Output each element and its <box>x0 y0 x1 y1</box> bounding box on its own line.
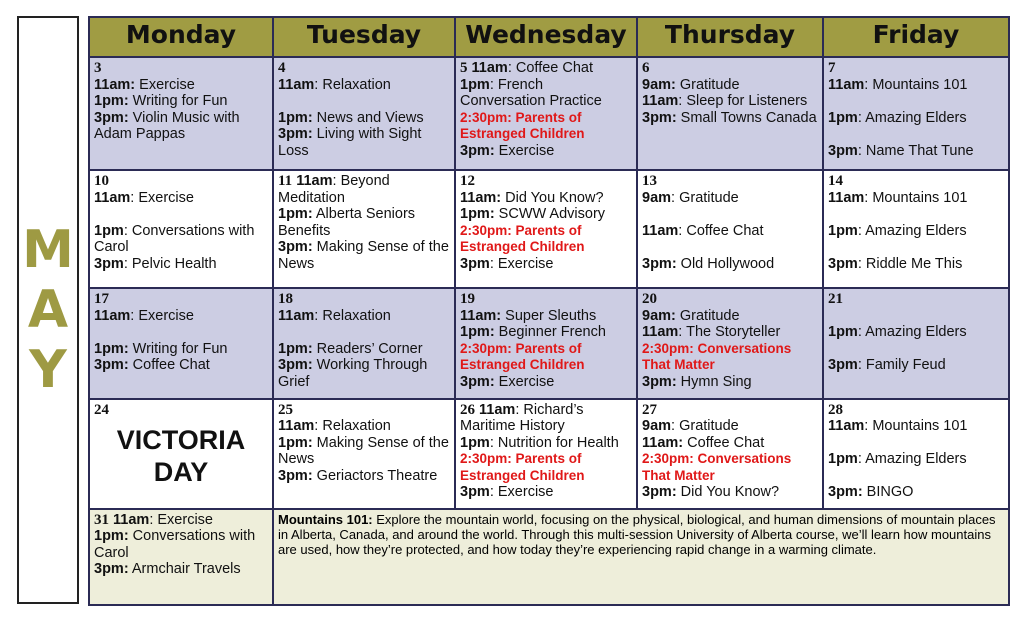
event-line <box>828 126 1004 143</box>
month-label <box>17 16 79 604</box>
event-title: Gratitude <box>675 307 740 324</box>
date-line <box>828 402 1004 419</box>
date-line <box>828 60 1004 77</box>
event-line <box>94 561 268 578</box>
event-line <box>460 77 632 110</box>
event-time: 11am: <box>642 434 684 451</box>
event-time: 1pm <box>828 109 858 126</box>
event-title: Alberta Seniors Benefits <box>278 206 416 239</box>
week-row <box>89 170 1009 288</box>
event-title: : Nutrition for Health <box>489 434 619 451</box>
event-title: : Pelvic Health <box>123 255 217 272</box>
event-time: 3pm <box>94 255 124 272</box>
event-title: : Beyond Meditation <box>278 173 390 206</box>
day-cell <box>273 288 455 398</box>
date-number: 27 <box>642 401 657 418</box>
event-time: 11am <box>828 76 865 93</box>
event-line <box>460 451 632 484</box>
course-description-text: Explore the mountain world, focusing on the physical, biological, and human dimensions of mountain places in Alberta, Canada, and around the world. Through this multi-session University of Alberta course, we’ll learn how mountains are used, how they’re protected, and how today they’re experiencing rapid change in a warming climate. <box>278 511 996 557</box>
event-title: : Relaxation <box>314 76 391 93</box>
week-row <box>89 399 1009 509</box>
event-title: : Gratitude <box>671 418 739 435</box>
day-cell <box>455 288 637 398</box>
day-cell <box>637 399 823 509</box>
event-line <box>828 256 1004 273</box>
event-time: 3pm: <box>94 109 129 126</box>
event-line <box>828 110 1004 127</box>
event-title: Did You Know? <box>501 189 604 206</box>
event-line <box>460 143 632 160</box>
event-line <box>278 93 450 110</box>
event-title: Armchair Travels <box>128 561 241 578</box>
event-time: 1pm: <box>278 434 313 451</box>
date-line <box>94 512 268 529</box>
event-title: Exercise <box>494 142 555 159</box>
event-title: Coffee Chat <box>683 434 765 451</box>
event-title: Exercise <box>494 373 555 390</box>
event-title: Working Through Grief <box>278 357 428 390</box>
event-title: Gratitude <box>675 76 740 93</box>
month-letter: A <box>27 280 69 340</box>
date-number: 3 <box>94 60 102 76</box>
day-cell <box>823 399 1009 509</box>
event-line <box>460 435 632 452</box>
event-title: Small Towns Canada <box>676 109 817 126</box>
event-time: 11am <box>278 76 315 93</box>
event-title: : Exercise <box>489 255 554 272</box>
event-title: Super Sleuths <box>501 307 597 324</box>
event-time: 3pm: <box>642 255 677 272</box>
date-number: 6 <box>642 60 650 76</box>
event-title: Living with Sight Loss <box>278 126 422 159</box>
event-title: : Mountains 101 <box>864 418 968 435</box>
event-title: : Relaxation <box>314 418 391 435</box>
event-title: Hymn Sing <box>676 373 752 390</box>
event-time: 3pm: <box>828 484 863 501</box>
event-line <box>94 341 268 358</box>
event-line <box>460 256 632 273</box>
event-line <box>828 435 1004 452</box>
event-title: : Amazing Elders <box>857 451 967 468</box>
event-line <box>642 239 818 256</box>
event-time: 1pm <box>828 222 858 239</box>
event-title: Old Hollywood <box>676 255 775 272</box>
event-line <box>828 418 1004 435</box>
event-line <box>642 223 818 240</box>
event-line <box>642 451 818 484</box>
event-line <box>460 110 632 143</box>
event-line <box>642 374 818 391</box>
event-highlight: 2:30pm: Parents of Estranged Children <box>460 451 585 483</box>
event-time: 9am: <box>642 307 676 324</box>
date-number: 28 <box>828 401 843 418</box>
event-title: BINGO <box>862 484 914 501</box>
event-title: : Amazing Elders <box>857 222 967 239</box>
event-line <box>94 190 268 207</box>
event-time: 11am <box>467 60 508 76</box>
event-time: 3pm: <box>278 239 313 256</box>
date-number: 4 <box>278 60 286 76</box>
date-number: 26 <box>460 401 475 418</box>
event-title: : Amazing Elders <box>857 109 967 126</box>
event-title: Conversations with Carol <box>94 528 256 561</box>
event-line <box>642 484 818 501</box>
date-line <box>460 291 632 308</box>
event-title: : Relaxation <box>314 307 391 324</box>
event-time: 3pm <box>828 357 858 374</box>
event-time: 11am <box>292 173 333 190</box>
day-cell <box>637 170 823 288</box>
event-line <box>642 77 818 94</box>
event-line <box>278 435 450 468</box>
event-line <box>828 451 1004 468</box>
day-cell <box>273 399 455 509</box>
event-title: : Exercise <box>130 307 194 324</box>
event-line <box>642 206 818 223</box>
event-highlight: 2:30pm: Parents of Estranged Children <box>460 340 585 373</box>
event-time: 1pm: <box>460 206 495 223</box>
event-time: 1pm <box>828 451 858 468</box>
event-line <box>94 110 268 143</box>
event-title: : French Conversation Practice <box>460 76 602 109</box>
event-line <box>460 206 632 223</box>
event-line <box>828 206 1004 223</box>
event-title: : Riddle Me This <box>857 255 963 272</box>
event-time: 1pm: <box>278 109 313 126</box>
event-line <box>642 308 818 325</box>
event-title: Geriactors Theatre <box>312 467 438 484</box>
event-line <box>278 110 450 127</box>
day-header-friday: Friday <box>823 17 1009 57</box>
event-time: 11am <box>475 401 516 418</box>
event-time: 1pm <box>460 434 490 451</box>
event-title: : Sleep for Listeners <box>678 93 808 109</box>
event-line <box>828 143 1004 160</box>
date-line <box>460 60 632 77</box>
event-time: 3pm: <box>278 357 313 374</box>
month-letter: Y <box>29 340 67 400</box>
event-title: : Exercise <box>130 189 194 206</box>
event-title: : Mountains 101 <box>864 189 968 206</box>
day-cell <box>89 399 273 509</box>
event-time: 11am: <box>460 189 502 206</box>
event-time: 1pm <box>94 222 124 239</box>
event-time: 3pm: <box>642 484 677 501</box>
day-header-thursday: Thursday <box>637 17 823 57</box>
event-time: 1pm: <box>460 324 495 341</box>
event-line <box>278 324 450 341</box>
day-cell <box>89 288 273 398</box>
date-number: 20 <box>642 291 657 308</box>
event-title: : Gratitude <box>671 189 739 206</box>
event-line <box>94 256 268 273</box>
event-time: 11am <box>94 307 131 324</box>
date-number: 10 <box>94 173 109 190</box>
date-number: 11 <box>278 173 293 190</box>
event-line <box>642 190 818 207</box>
event-time: 11am <box>109 511 150 528</box>
event-time: 3pm: <box>94 561 129 578</box>
date-line <box>278 173 450 206</box>
event-title: Writing for Fun <box>128 93 228 109</box>
day-cell <box>273 170 455 288</box>
event-time: 11am <box>278 307 315 324</box>
event-line <box>828 223 1004 240</box>
holiday-label: VICTORIA DAY <box>116 425 246 488</box>
event-line <box>94 93 268 110</box>
calendar-grid <box>88 16 1010 606</box>
event-line <box>828 357 1004 374</box>
event-line <box>460 341 632 374</box>
date-number: 14 <box>828 173 843 190</box>
event-line <box>460 374 632 391</box>
day-header-tuesday: Tuesday <box>273 17 455 57</box>
date-line <box>94 402 268 419</box>
event-time: 1pm: <box>94 93 129 109</box>
event-line <box>94 357 268 374</box>
event-time: 3pm <box>460 484 490 501</box>
day-header-wednesday: Wednesday <box>455 17 637 57</box>
event-line <box>94 308 268 325</box>
day-cell <box>823 57 1009 170</box>
event-title: SCWW Advisory <box>494 206 606 223</box>
date-line <box>828 291 1004 308</box>
event-highlight: 2:30pm: Conversations That Matter <box>642 451 792 483</box>
week-row <box>89 288 1009 398</box>
event-line <box>828 484 1004 501</box>
date-number: 12 <box>460 173 475 190</box>
month-letter: M <box>22 220 74 280</box>
event-time: 11am <box>828 189 865 206</box>
event-line <box>460 190 632 207</box>
date-number: 13 <box>642 173 657 190</box>
day-header-row <box>89 17 1009 57</box>
event-time: 3pm: <box>460 373 495 390</box>
event-line <box>828 77 1004 94</box>
event-time: 3pm: <box>460 142 495 159</box>
date-line <box>94 60 268 77</box>
event-title: Writing for Fun <box>128 340 228 357</box>
event-line <box>278 341 450 358</box>
day-cell <box>89 170 273 288</box>
event-line <box>278 308 450 325</box>
event-line <box>94 324 268 341</box>
event-line <box>828 468 1004 485</box>
date-line <box>642 60 818 77</box>
event-line <box>278 126 450 159</box>
event-time: 9am <box>642 418 672 435</box>
event-time: 3pm <box>460 255 490 272</box>
day-cell <box>823 288 1009 398</box>
event-time: 3pm: <box>278 467 313 484</box>
date-number: 31 <box>94 511 109 528</box>
event-time: 11am <box>278 418 315 435</box>
date-number: 7 <box>828 60 836 76</box>
day-cell <box>89 57 273 170</box>
event-title: Beginner French <box>494 324 606 341</box>
event-line <box>642 324 818 341</box>
event-title: : Coffee Chat <box>678 222 764 239</box>
event-time: 11am: <box>460 307 502 324</box>
date-number: 17 <box>94 291 109 308</box>
event-highlight: 2:30pm: Conversations That Matter <box>642 340 792 373</box>
date-number: 19 <box>460 291 475 308</box>
date-line <box>828 173 1004 190</box>
week-row <box>89 57 1009 170</box>
event-line <box>642 93 818 110</box>
course-description <box>273 509 1009 605</box>
date-line <box>278 60 450 77</box>
event-line <box>94 528 268 561</box>
date-line <box>460 402 632 435</box>
event-title: : Name That Tune <box>857 142 974 159</box>
event-highlight: 2:30pm: Parents of Estranged Children <box>460 222 585 255</box>
day-cell <box>455 57 637 170</box>
event-line <box>642 341 818 374</box>
date-number: 18 <box>278 291 293 308</box>
event-line <box>278 468 450 485</box>
event-title: : Mountains 101 <box>864 76 968 93</box>
event-line <box>642 256 818 273</box>
event-title: : Conversations with Carol <box>94 222 255 256</box>
event-title: Exercise <box>135 76 195 93</box>
event-title: Making Sense of the News <box>278 434 449 468</box>
date-number: 24 <box>94 401 109 418</box>
event-title: : Family Feud <box>857 357 946 374</box>
event-line <box>642 435 818 452</box>
date-number: 5 <box>460 60 468 76</box>
event-time: 1pm <box>828 324 858 341</box>
event-line <box>278 239 450 272</box>
event-line <box>828 341 1004 358</box>
event-line <box>278 357 450 390</box>
day-cell <box>89 509 273 605</box>
event-time: 3pm: <box>642 109 677 126</box>
event-time: 1pm: <box>94 340 129 357</box>
event-highlight: 2:30pm: Parents of Estranged Children <box>460 109 585 141</box>
event-title: Readers’ Corner <box>312 340 423 357</box>
event-title: : The Storyteller <box>678 324 781 341</box>
day-cell <box>637 57 823 170</box>
event-time: 11am <box>642 222 679 239</box>
event-title: Did You Know? <box>676 484 780 501</box>
date-line <box>278 291 450 308</box>
event-title: Coffee Chat <box>128 357 210 374</box>
event-line <box>278 418 450 435</box>
event-line <box>460 324 632 341</box>
event-line <box>828 308 1004 325</box>
event-time: 11am <box>642 324 679 341</box>
date-line <box>94 291 268 308</box>
date-line <box>642 291 818 308</box>
event-line <box>94 223 268 256</box>
event-time: 1pm <box>460 76 490 93</box>
event-time: 3pm <box>828 255 858 272</box>
event-time: 3pm: <box>278 126 313 142</box>
date-line <box>642 173 818 190</box>
date-number: 21 <box>828 291 843 308</box>
event-time: 3pm: <box>642 373 677 390</box>
date-line <box>460 173 632 190</box>
date-number: 25 <box>278 401 293 418</box>
event-line <box>94 77 268 94</box>
course-description-title: Mountains 101: <box>278 511 373 527</box>
event-title: : Coffee Chat <box>507 60 594 76</box>
event-title: : Amazing Elders <box>857 324 967 341</box>
event-title: : Exercise <box>489 484 554 501</box>
event-line <box>278 206 450 239</box>
day-header-monday: Monday <box>89 17 273 57</box>
event-time: 1pm: <box>278 340 313 357</box>
event-time: 1pm: <box>278 206 313 223</box>
date-line <box>94 173 268 190</box>
day-cell <box>455 170 637 288</box>
event-time: 11am <box>828 418 865 435</box>
event-line <box>460 223 632 256</box>
event-time: 9am: <box>642 76 676 93</box>
day-cell <box>637 288 823 398</box>
day-cell <box>455 399 637 509</box>
event-title: Making Sense of the News <box>278 239 449 272</box>
event-line <box>642 110 818 127</box>
event-time: 11am: <box>94 76 136 93</box>
event-line <box>828 324 1004 341</box>
event-time: 11am <box>642 93 679 109</box>
day-cell <box>273 57 455 170</box>
event-title: Violin Music with Adam Pappas <box>94 109 240 142</box>
event-line <box>460 308 632 325</box>
event-line <box>828 93 1004 110</box>
date-line <box>642 402 818 419</box>
event-time: 1pm: <box>94 528 129 545</box>
event-title: : Richard’s Maritime History <box>460 401 584 435</box>
event-time: 9am <box>642 189 672 206</box>
event-line <box>460 484 632 501</box>
event-title: : Exercise <box>149 511 213 528</box>
date-line <box>278 402 450 419</box>
event-line <box>94 206 268 223</box>
event-line <box>642 418 818 435</box>
event-line <box>828 239 1004 256</box>
event-time: 11am <box>94 189 131 206</box>
day-cell <box>823 170 1009 288</box>
event-line <box>278 77 450 94</box>
event-line <box>828 190 1004 207</box>
event-time: 3pm: <box>94 357 129 374</box>
week-row <box>89 509 1009 605</box>
event-title: News and Views <box>312 109 424 126</box>
event-time: 3pm <box>828 142 858 159</box>
